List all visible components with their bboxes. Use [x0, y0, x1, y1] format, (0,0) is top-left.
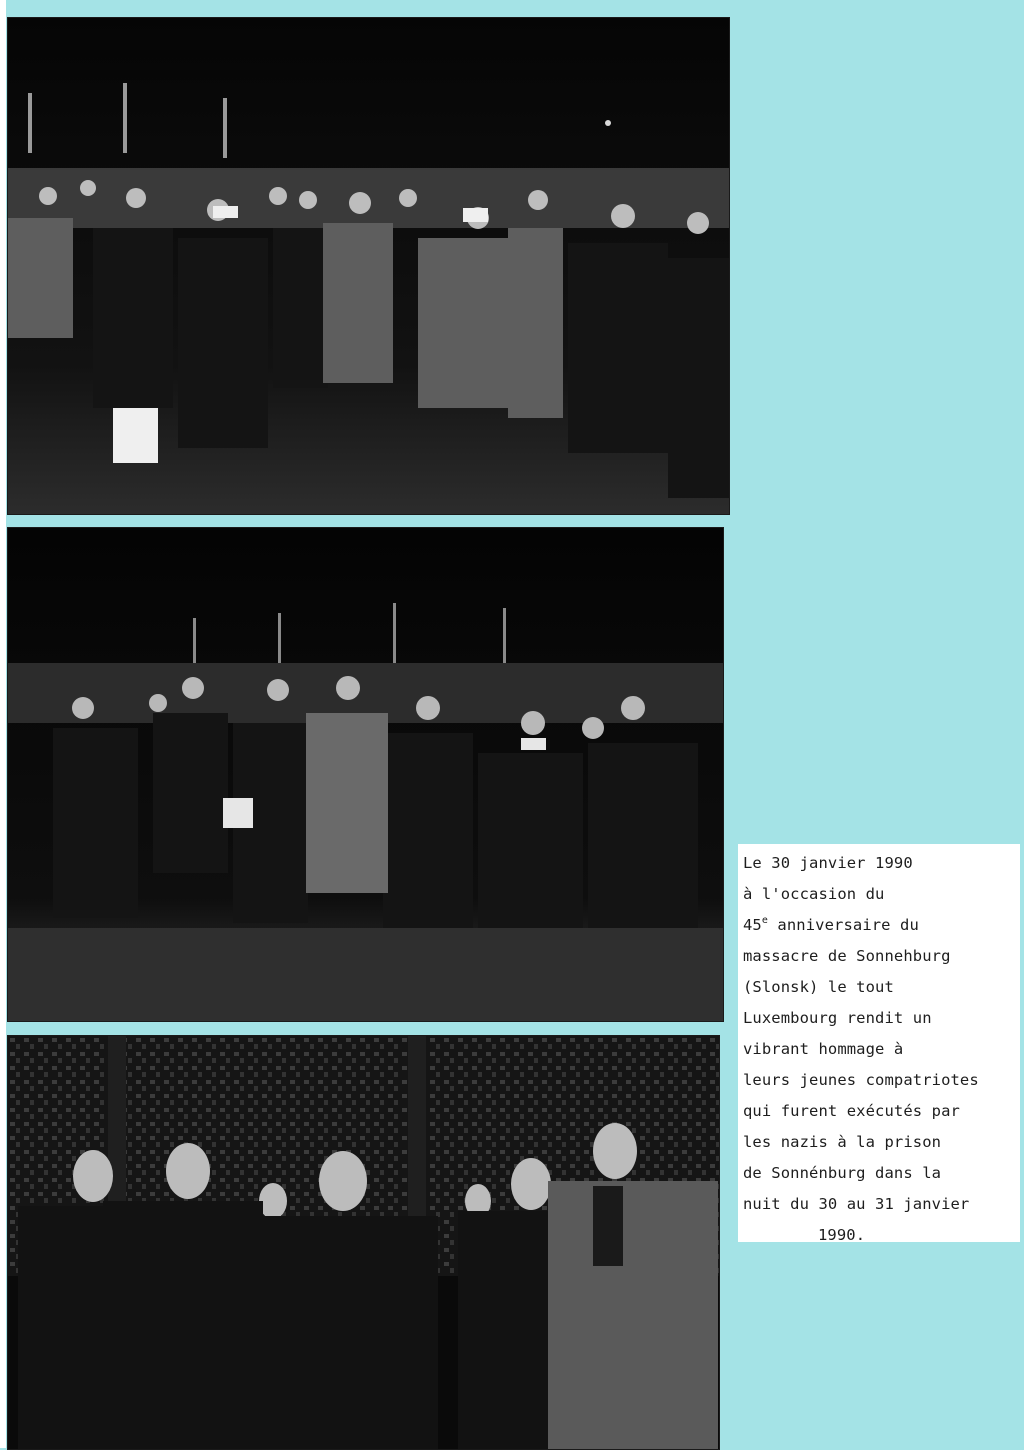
caption-line-8: leurs jeunes compatriotes: [743, 1071, 979, 1089]
caption-line-13: 1990.: [818, 1226, 866, 1244]
caption-line-7: vibrant hommage à: [743, 1040, 904, 1058]
caption-line-1: Le 30 janvier 1990: [743, 854, 913, 872]
caption-card: [738, 844, 1020, 1242]
photo-officials-image: [8, 1036, 719, 1449]
scan-edge: [0, 0, 6, 1448]
caption-line-2: à l'occasion du: [743, 885, 885, 903]
caption-line-4: massacre de Sonnehburg: [743, 947, 951, 965]
caption-line-3-rest: anniversaire du: [768, 916, 919, 934]
caption-line-12: nuit du 30 au 31 janvier: [743, 1195, 970, 1213]
caption-line-6: Luxembourg rendit un: [743, 1009, 932, 1027]
caption-line-9: qui furent exécutés par: [743, 1102, 960, 1120]
caption-ordinal-number: 45: [743, 916, 762, 934]
photo-officials: [7, 1035, 720, 1450]
caption-ordinal-suffix: e: [761, 915, 768, 926]
photo-crowd-image: [8, 18, 729, 514]
caption-line-11: de Sonnénburg dans la: [743, 1164, 942, 1182]
caption-line-3: [743, 910, 1020, 941]
caption-line-10: les nazis à la prison: [743, 1133, 942, 1151]
photo-crowd: [7, 17, 730, 515]
photo-dignitaries: [7, 527, 724, 1022]
caption-line-5: (Slonsk) le tout: [743, 978, 894, 996]
photo-dignitaries-image: [8, 528, 723, 1021]
